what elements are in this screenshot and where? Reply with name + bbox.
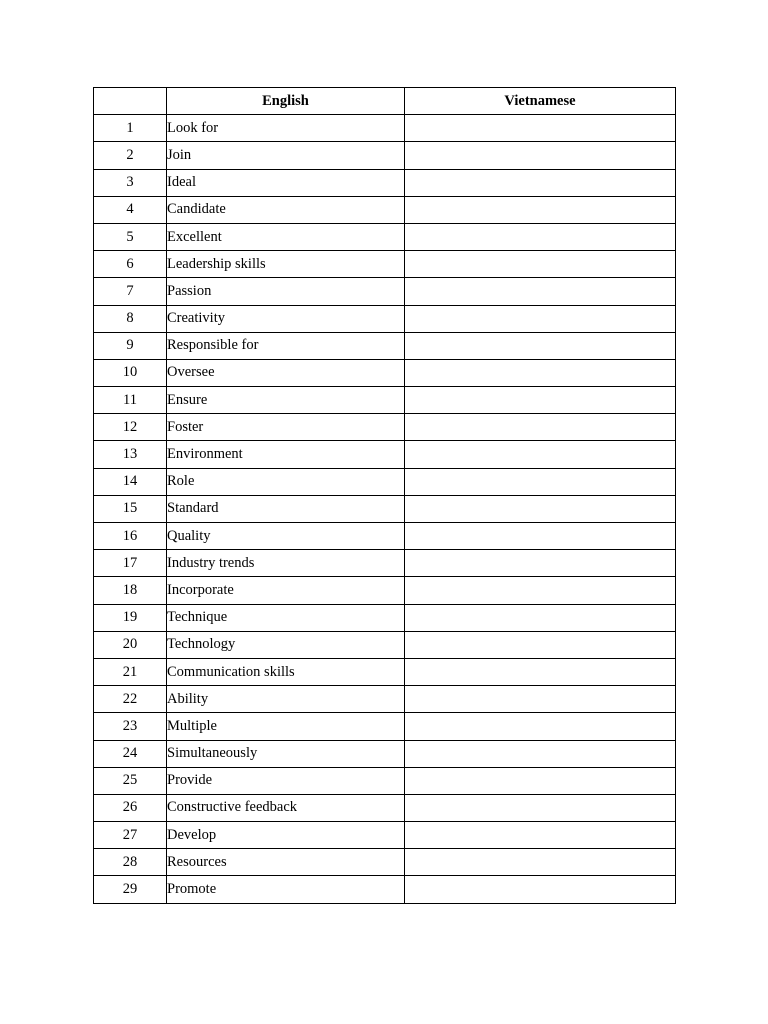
row-number: 18	[94, 577, 167, 604]
table-row	[94, 414, 676, 441]
vietnamese-answer-cell[interactable]	[405, 305, 676, 332]
row-number: 27	[94, 822, 167, 849]
vietnamese-answer-cell[interactable]	[405, 767, 676, 794]
table-row	[94, 441, 676, 468]
vocabulary-table	[93, 87, 676, 904]
table-row	[94, 332, 676, 359]
table-row	[94, 495, 676, 522]
vietnamese-answer-cell[interactable]	[405, 794, 676, 821]
header-vietnamese: Vietnamese	[405, 88, 676, 115]
row-number: 4	[94, 196, 167, 223]
vietnamese-answer-cell[interactable]	[405, 577, 676, 604]
row-number: 14	[94, 468, 167, 495]
row-number: 6	[94, 251, 167, 278]
table-header	[94, 88, 676, 115]
english-term: Ensure	[167, 387, 405, 414]
row-number: 1	[94, 115, 167, 142]
vietnamese-answer-cell[interactable]	[405, 196, 676, 223]
vietnamese-answer-cell[interactable]	[405, 495, 676, 522]
english-term: Creativity	[167, 305, 405, 332]
vietnamese-answer-cell[interactable]	[405, 876, 676, 903]
english-term: Standard	[167, 495, 405, 522]
row-number: 9	[94, 332, 167, 359]
row-number: 23	[94, 713, 167, 740]
english-term: Oversee	[167, 359, 405, 386]
row-number: 22	[94, 686, 167, 713]
row-number: 17	[94, 550, 167, 577]
table-row	[94, 658, 676, 685]
english-term: Leadership skills	[167, 251, 405, 278]
table-row	[94, 251, 676, 278]
english-term: Look for	[167, 115, 405, 142]
english-term: Provide	[167, 767, 405, 794]
vietnamese-answer-cell[interactable]	[405, 686, 676, 713]
row-number: 24	[94, 740, 167, 767]
english-term: Incorporate	[167, 577, 405, 604]
english-term: Role	[167, 468, 405, 495]
english-term: Industry trends	[167, 550, 405, 577]
english-term: Ideal	[167, 169, 405, 196]
table-row	[94, 822, 676, 849]
table-row	[94, 604, 676, 631]
english-term: Excellent	[167, 223, 405, 250]
table-row	[94, 169, 676, 196]
table-row	[94, 577, 676, 604]
row-number: 3	[94, 169, 167, 196]
table-row	[94, 278, 676, 305]
english-term: Candidate	[167, 196, 405, 223]
vietnamese-answer-cell[interactable]	[405, 223, 676, 250]
table-row	[94, 468, 676, 495]
vietnamese-answer-cell[interactable]	[405, 631, 676, 658]
english-term: Simultaneously	[167, 740, 405, 767]
english-term: Join	[167, 142, 405, 169]
row-number: 7	[94, 278, 167, 305]
english-term: Environment	[167, 441, 405, 468]
english-term: Responsible for	[167, 332, 405, 359]
table-row	[94, 223, 676, 250]
vietnamese-answer-cell[interactable]	[405, 169, 676, 196]
row-number: 11	[94, 387, 167, 414]
english-term: Quality	[167, 523, 405, 550]
english-term: Resources	[167, 849, 405, 876]
row-number: 2	[94, 142, 167, 169]
english-term: Technology	[167, 631, 405, 658]
row-number: 15	[94, 495, 167, 522]
english-term: Foster	[167, 414, 405, 441]
vietnamese-answer-cell[interactable]	[405, 278, 676, 305]
vietnamese-answer-cell[interactable]	[405, 332, 676, 359]
row-number: 19	[94, 604, 167, 631]
table-body	[94, 115, 676, 903]
vietnamese-answer-cell[interactable]	[405, 740, 676, 767]
table-row	[94, 387, 676, 414]
english-term: Promote	[167, 876, 405, 903]
table-row	[94, 115, 676, 142]
row-number: 20	[94, 631, 167, 658]
vietnamese-answer-cell[interactable]	[405, 550, 676, 577]
english-term: Ability	[167, 686, 405, 713]
english-term: Multiple	[167, 713, 405, 740]
vietnamese-answer-cell[interactable]	[405, 713, 676, 740]
table-row	[94, 767, 676, 794]
english-term: Technique	[167, 604, 405, 631]
table-row	[94, 142, 676, 169]
table-row	[94, 876, 676, 903]
vietnamese-answer-cell[interactable]	[405, 523, 676, 550]
header-row	[94, 88, 676, 115]
row-number: 5	[94, 223, 167, 250]
vietnamese-answer-cell[interactable]	[405, 849, 676, 876]
row-number: 21	[94, 658, 167, 685]
header-english: English	[167, 88, 405, 115]
table-row	[94, 686, 676, 713]
vietnamese-answer-cell[interactable]	[405, 414, 676, 441]
table-row	[94, 305, 676, 332]
vietnamese-answer-cell[interactable]	[405, 468, 676, 495]
vietnamese-answer-cell[interactable]	[405, 142, 676, 169]
row-number: 16	[94, 523, 167, 550]
table-row	[94, 794, 676, 821]
header-number	[94, 88, 167, 115]
table-row	[94, 196, 676, 223]
vietnamese-answer-cell[interactable]	[405, 387, 676, 414]
table-row	[94, 359, 676, 386]
vietnamese-answer-cell[interactable]	[405, 251, 676, 278]
english-term: Passion	[167, 278, 405, 305]
row-number: 26	[94, 794, 167, 821]
vietnamese-answer-cell[interactable]	[405, 822, 676, 849]
table-row	[94, 713, 676, 740]
row-number: 10	[94, 359, 167, 386]
row-number: 12	[94, 414, 167, 441]
vietnamese-answer-cell[interactable]	[405, 441, 676, 468]
vietnamese-answer-cell[interactable]	[405, 604, 676, 631]
english-term: Develop	[167, 822, 405, 849]
row-number: 28	[94, 849, 167, 876]
vietnamese-answer-cell[interactable]	[405, 658, 676, 685]
vietnamese-answer-cell[interactable]	[405, 115, 676, 142]
table-row	[94, 849, 676, 876]
row-number: 25	[94, 767, 167, 794]
table-row	[94, 523, 676, 550]
table-row	[94, 631, 676, 658]
table-row	[94, 740, 676, 767]
row-number: 29	[94, 876, 167, 903]
table-row	[94, 550, 676, 577]
english-term: Constructive feedback	[167, 794, 405, 821]
english-term: Communication skills	[167, 658, 405, 685]
row-number: 13	[94, 441, 167, 468]
vietnamese-answer-cell[interactable]	[405, 359, 676, 386]
row-number: 8	[94, 305, 167, 332]
